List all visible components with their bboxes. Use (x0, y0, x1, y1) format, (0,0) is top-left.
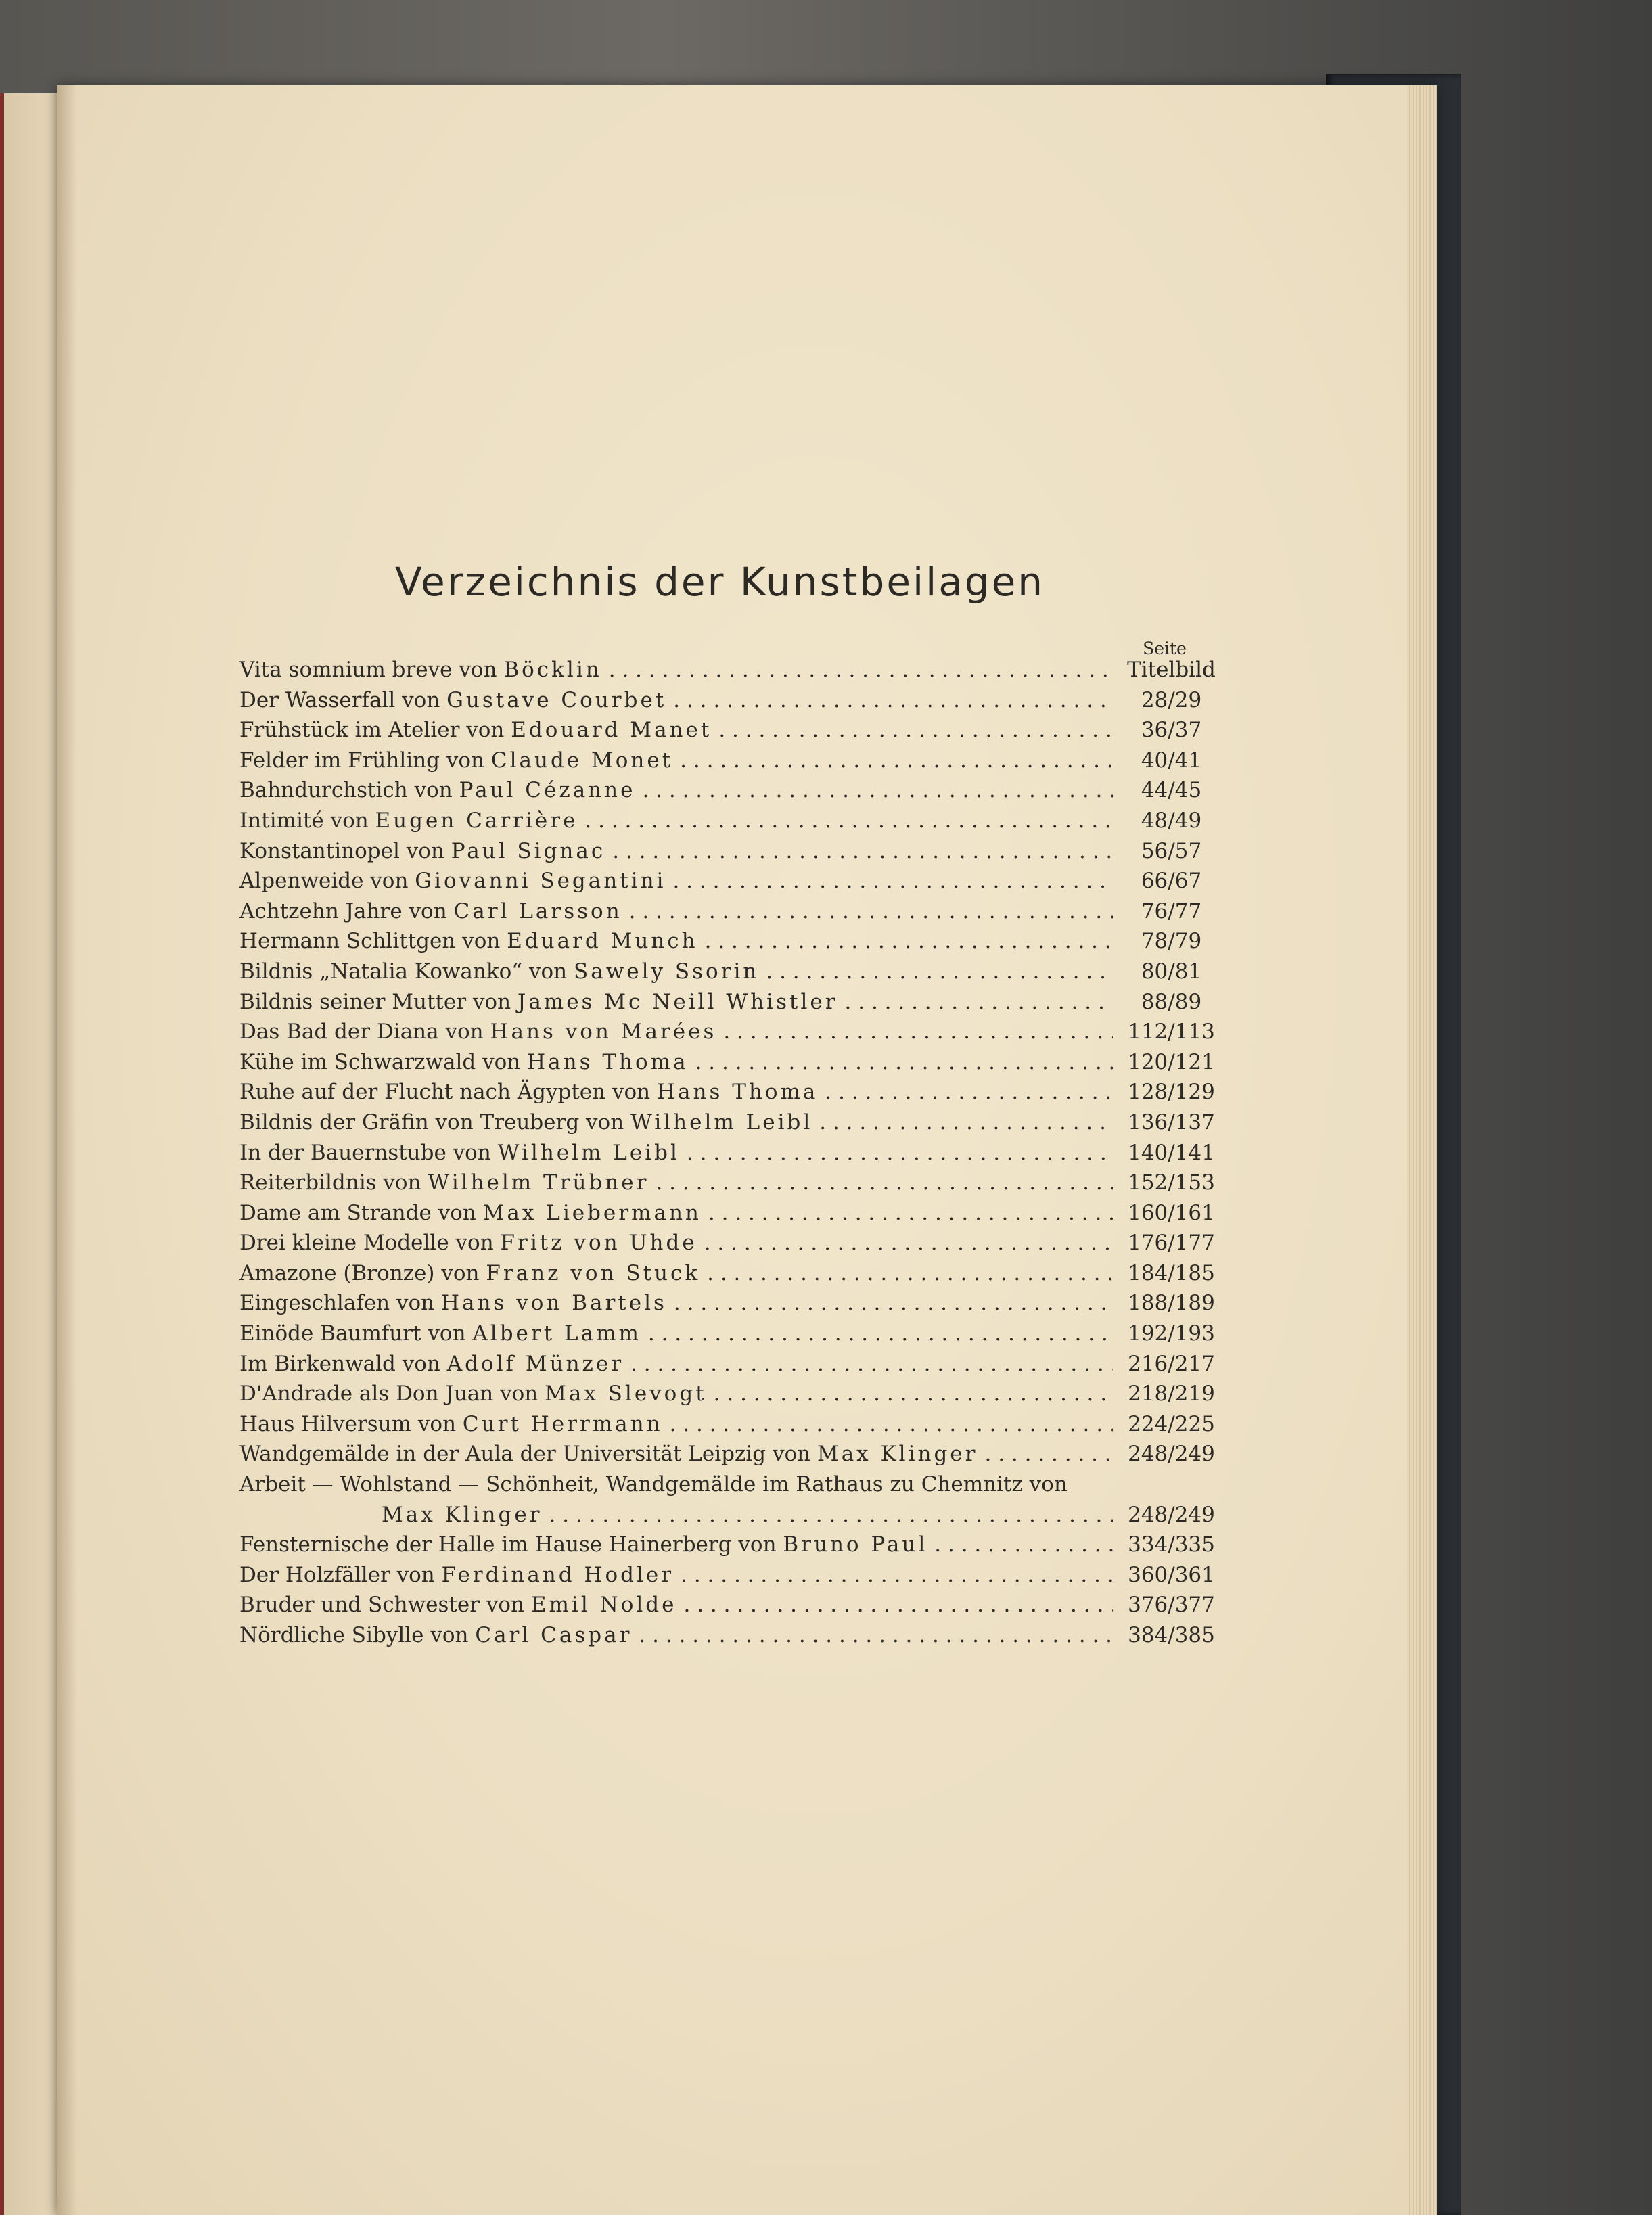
toc-entry-title (239, 1412, 663, 1436)
toc-entry-title (239, 1563, 674, 1587)
plate-page-number: 66/67 (1141, 869, 1202, 894)
artist-name: Ferdinand Hodler (441, 1562, 674, 1587)
toc-entry-title (239, 959, 759, 984)
dot-leader (666, 688, 1113, 712)
artist-name: James Mc Neill Whistler (517, 989, 838, 1014)
artwork-title: Hermann Schlittgen von (239, 929, 507, 954)
dot-leader (622, 899, 1113, 923)
toc-entry-title (239, 718, 712, 742)
toc-entry-title (239, 839, 605, 863)
toc-entry-title (239, 869, 666, 893)
toc-entry (239, 990, 1220, 1020)
dot-leader (663, 1412, 1113, 1436)
artist-name: Carl Caspar (475, 1623, 633, 1647)
dot-leader (578, 808, 1113, 833)
artist-name: Hans Thoma (656, 1080, 819, 1105)
artwork-title: Bildnis der Gräfin von Treuberg von (239, 1110, 631, 1135)
artwork-title: Konstantinopel von (239, 838, 451, 863)
plate-page-number: 184/185 (1128, 1260, 1215, 1285)
dot-leader (707, 1381, 1113, 1406)
plate-page-number: 56/57 (1141, 838, 1202, 863)
toc-entry (239, 1231, 1220, 1261)
plate-page-number: 248/249 (1128, 1502, 1215, 1527)
toc-entry-title (239, 899, 622, 923)
dot-leader (689, 1050, 1113, 1074)
page-gutter (57, 85, 77, 2215)
artwork-title: Vita somnium breve von (239, 658, 504, 682)
artwork-title: Dame am Strande von (239, 1200, 483, 1225)
artwork-title: D'Andrade als Don Juan von (239, 1381, 545, 1407)
artist-name: Bruno Paul (783, 1532, 928, 1557)
artist-name: Fritz von Uhde (500, 1231, 697, 1256)
dot-leader (838, 990, 1113, 1014)
toc-entry (239, 869, 1220, 899)
toc-entry (239, 1412, 1220, 1442)
artist-name: Edouard Manet (511, 718, 712, 743)
toc-entry (239, 718, 1220, 748)
artwork-title: Bahndurchstich von (239, 778, 459, 803)
dot-leader (812, 1110, 1113, 1135)
artwork-title: Der Wasserfall von (239, 687, 447, 712)
dot-leader (712, 718, 1113, 742)
toc-entry (239, 658, 1220, 688)
toc-entry (239, 808, 1220, 839)
artist-name: Paul Signac (451, 838, 606, 863)
dot-leader (543, 1503, 1113, 1527)
toc-entry (239, 929, 1220, 959)
toc-entry (239, 688, 1220, 718)
artwork-title: Frühstück im Atelier von (239, 718, 511, 743)
artwork-title: Reiterbildnis von (239, 1170, 428, 1195)
plate-page-number: 160/161 (1128, 1200, 1215, 1225)
toc-entry (239, 1110, 1220, 1141)
toc-entry-title (239, 1110, 812, 1135)
artist-name: Max Klinger (382, 1502, 543, 1527)
dot-leader (978, 1442, 1113, 1466)
artwork-title: Kühe im Schwarzwald von (239, 1049, 528, 1074)
toc-entry (239, 1020, 1220, 1050)
plate-page-number: 28/29 (1141, 687, 1202, 712)
toc-entry-title (239, 1050, 689, 1074)
artwork-title: Wandgemälde in der Aula der Universität Leipzig von (239, 1442, 817, 1467)
plate-page-number: 224/225 (1128, 1411, 1215, 1436)
plate-page-number: 48/49 (1141, 808, 1202, 833)
dot-leader (818, 1080, 1113, 1104)
dot-leader (673, 748, 1113, 773)
plate-page-number: 334/335 (1128, 1532, 1215, 1557)
toc-entry-title (239, 1170, 649, 1195)
artist-name: Hans von Bartels (440, 1291, 667, 1316)
plate-page-number: 376/377 (1128, 1593, 1215, 1618)
artist-name: Max Slevogt (545, 1381, 707, 1407)
artwork-title: Drei kleine Modelle von (239, 1231, 501, 1256)
toc-entry-title (239, 1020, 716, 1044)
toc-entry (239, 1593, 1220, 1623)
toc-entry (239, 1623, 1220, 1653)
plate-page-number: 140/141 (1128, 1140, 1215, 1165)
artwork-title: Ruhe auf der Flucht nach Ägypten von (239, 1080, 657, 1105)
artwork-title: Haus Hilversum von (239, 1411, 463, 1436)
toc-entry (239, 1442, 1220, 1472)
artwork-title: Fensternische der Halle im Hause Hainerberg von (239, 1532, 783, 1557)
toc-entry (239, 1352, 1220, 1382)
dot-leader (641, 1321, 1113, 1346)
toc-entry-title (239, 990, 838, 1014)
page-title: Verzeichnis der Kunstbeilagen (394, 559, 1045, 605)
toc-entry (239, 1291, 1220, 1321)
artist-name: Wilhelm Leibl (497, 1140, 680, 1165)
toc-entry (239, 1321, 1220, 1352)
dot-leader (698, 929, 1113, 953)
toc-entry (239, 1080, 1220, 1110)
artwork-title: In der Bauernstube von (239, 1140, 498, 1165)
artwork-title: Intimité von (239, 808, 375, 833)
toc-entry (239, 1050, 1220, 1080)
toc-entry-title (239, 1261, 700, 1285)
toc-entry-title (239, 1352, 624, 1376)
plate-page-number: 36/37 (1141, 718, 1202, 743)
artwork-title: Einöde Baumfurt von (239, 1321, 473, 1346)
toc-entry-title (239, 1141, 680, 1165)
artwork-title: Der Holzfäller von (239, 1562, 442, 1587)
toc-entry-title (239, 1080, 818, 1104)
artist-name: Emil Nolde (530, 1593, 677, 1618)
artist-name: Curt Herrmann (462, 1411, 663, 1436)
plate-page-number: 80/81 (1141, 959, 1202, 984)
dot-leader (700, 1261, 1113, 1285)
artist-name: Adolf Münzer (446, 1351, 624, 1376)
toc-entry-title (239, 688, 666, 712)
artwork-title: Im Birkenwald von (239, 1351, 447, 1376)
plate-page-number: 88/89 (1141, 989, 1202, 1014)
artist-name: Claude Monet (490, 748, 674, 773)
dot-leader (635, 778, 1113, 802)
plate-page-number: 78/79 (1141, 929, 1202, 954)
artist-name: Eduard Munch (507, 929, 698, 954)
plate-page-number: 216/217 (1128, 1351, 1215, 1376)
toc-entry (239, 1261, 1220, 1292)
artwork-title: Bildnis „Natalia Kowanko“ von (239, 959, 574, 984)
dot-leader (759, 959, 1113, 984)
plate-page-number: 248/249 (1128, 1442, 1215, 1467)
plate-page-number: 152/153 (1128, 1170, 1215, 1195)
plate-page-number: 176/177 (1128, 1231, 1215, 1256)
toc-entry-title (239, 929, 698, 953)
toc-entry-title (239, 1291, 667, 1315)
page-column-header: Seite (1143, 639, 1187, 658)
toc-entry-title (239, 1593, 677, 1617)
artist-name: Max Liebermann (482, 1200, 702, 1225)
artist-name: Franz von Stuck (486, 1260, 701, 1285)
plate-page-number: 192/193 (1128, 1321, 1215, 1346)
artist-name: Albert Lamm (472, 1321, 641, 1346)
plate-page-number: 188/189 (1128, 1291, 1215, 1316)
toc-entry-title (239, 658, 602, 682)
table-of-contents (239, 658, 1220, 1653)
dot-leader (624, 1352, 1113, 1376)
plate-page-number: 44/45 (1141, 778, 1202, 803)
dot-leader (605, 839, 1113, 863)
toc-entry (239, 959, 1220, 990)
artwork-title: Bildnis seiner Mutter von (239, 989, 518, 1014)
toc-entry (239, 1170, 1220, 1201)
toc-entry-title (239, 1442, 978, 1466)
toc-entry (239, 1563, 1220, 1593)
dot-leader (697, 1231, 1113, 1255)
plate-page-number: 360/361 (1128, 1562, 1215, 1587)
book-page (57, 85, 1437, 2215)
dot-leader (667, 1291, 1113, 1315)
toc-entry-title (382, 1503, 543, 1527)
plate-page-number: 128/129 (1128, 1080, 1215, 1105)
toc-entry (239, 1381, 1220, 1412)
toc-entry (239, 899, 1220, 930)
artist-name: Giovanni Segantini (415, 869, 666, 894)
toc-entry-title (239, 1532, 927, 1557)
plate-page-number: 112/113 (1128, 1020, 1215, 1045)
plate-page-number: 40/41 (1141, 748, 1202, 773)
artist-name: Hans Thoma (527, 1049, 689, 1074)
artwork-title: Felder im Frühling von (239, 748, 491, 773)
artist-name: Max Klinger (817, 1442, 978, 1467)
toc-entry (239, 839, 1220, 869)
toc-entry-title (239, 778, 635, 802)
dot-leader (680, 1141, 1113, 1165)
toc-entry (239, 1532, 1220, 1563)
toc-entry-title (239, 1623, 632, 1647)
artwork-title: Arbeit — Wohlstand — Schönheit, Wandgemälde im Rathaus zu Chemnitz von (239, 1472, 1068, 1497)
artist-name: Sawely Ssorin (574, 959, 760, 984)
dot-leader (677, 1593, 1114, 1617)
toc-entry (239, 1141, 1220, 1171)
artist-name: Hans von Marées (490, 1020, 717, 1045)
plate-page-number: Titelbild (1127, 658, 1216, 682)
toc-entry-title (239, 1381, 707, 1406)
toc-entry-title (239, 1201, 702, 1225)
toc-entry (239, 778, 1220, 808)
toc-entry-title (239, 1231, 697, 1255)
dot-leader (674, 1563, 1113, 1587)
artwork-title: Achtzehn Jahre von (239, 898, 454, 923)
artist-name: Paul Cézanne (459, 778, 636, 803)
dot-leader (602, 658, 1113, 682)
dot-leader (702, 1201, 1113, 1225)
toc-entry-first-line (239, 1472, 1220, 1503)
plate-page-number: 120/121 (1128, 1049, 1215, 1074)
artist-name: Wilhelm Leibl (630, 1110, 813, 1135)
toc-entry-title (239, 1321, 641, 1346)
toc-entry (239, 1503, 1220, 1533)
plate-page-number: 76/77 (1141, 898, 1202, 923)
artwork-title: Amazone (Bronze) von (239, 1260, 486, 1285)
toc-entry (239, 1201, 1220, 1231)
plate-page-number: 136/137 (1128, 1110, 1215, 1135)
plate-page-number: 384/385 (1128, 1623, 1215, 1647)
artist-name: Gustave Courbet (446, 687, 667, 712)
dot-leader (666, 869, 1113, 893)
dot-leader (649, 1170, 1113, 1195)
artwork-title: Bruder und Schwester von (239, 1593, 531, 1618)
artwork-title: Alpenweide von (239, 869, 415, 894)
page-stack-edge (1407, 85, 1437, 2215)
toc-entry-title (239, 808, 578, 833)
artist-name: Böcklin (503, 658, 602, 682)
dot-leader (632, 1623, 1113, 1647)
artist-name: Eugen Carrière (375, 808, 578, 833)
artist-name: Carl Larsson (453, 898, 622, 923)
plate-page-number: 218/219 (1128, 1381, 1215, 1407)
toc-entry (239, 748, 1220, 779)
dot-leader (716, 1020, 1113, 1044)
toc-entry-title (239, 748, 673, 773)
artwork-title: Eingeschlafen von (239, 1291, 441, 1316)
artwork-title: Nördliche Sibylle von (239, 1623, 476, 1647)
artwork-title: Das Bad der Diana von (239, 1020, 490, 1045)
dot-leader (927, 1532, 1113, 1557)
artist-name: Wilhelm Trübner (428, 1170, 649, 1195)
